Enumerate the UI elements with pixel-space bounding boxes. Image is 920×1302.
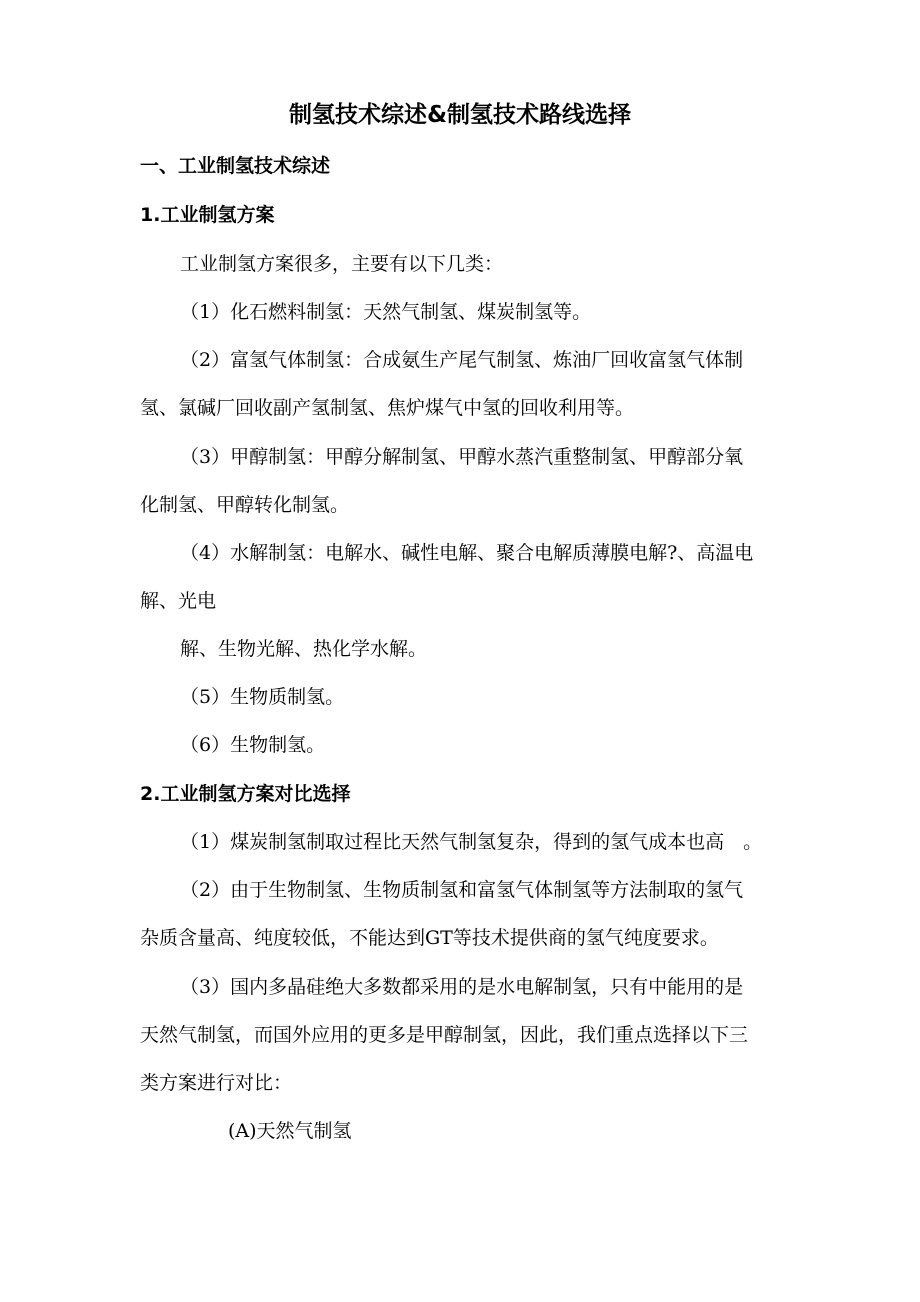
- list-item-hydrogen-rich-gas-line1: （2）富氢气体制氢：合成氨生产尾气制氢、炼油厂回收富氢气体制: [180, 349, 744, 371]
- comparison-item-coal: （1）煤炭制氢制取过程比天然气制氢复杂，得到的氢气成本也高 。: [180, 831, 763, 853]
- list-item-methanol-line2: 化制氢、甲醇转化制氢。: [140, 494, 350, 516]
- list-item-hydrogen-rich-gas-line2: 氢、氯碱厂回收副产氢制氢、焦炉煤气中氢的回收利用等。: [140, 397, 635, 419]
- comparison-item-impurity-line2: 杂质含量高、纯度较低，不能达到GT等技术提供商的氢气纯度要求。: [140, 927, 719, 949]
- paragraph-intro: 工业制氢方案很多，主要有以下几类：: [180, 253, 504, 275]
- list-item-methanol-line1: （3）甲醇制氢：甲醇分解制氢、甲醇水蒸汽重整制氢、甲醇部分氧: [180, 446, 744, 468]
- comparison-item-domestic-line2: 天然气制氢，而国外应用的更多是甲醇制氢，因此，我们重点选择以下三: [140, 1024, 749, 1046]
- list-item-water-electrolysis-line2: 解、光电: [140, 590, 217, 612]
- list-item-fossil-fuel: （1）化石燃料制氢：天然气制氢、煤炭制氢等。: [180, 301, 592, 323]
- subsection-heading-scheme-comparison: 2.工业制氢方案对比选择: [140, 783, 351, 805]
- list-item-water-electrolysis-line3: 解、生物光解、热化学水解。: [180, 638, 428, 660]
- section-heading-industrial-hydrogen: 一、工业制氢技术综述: [140, 155, 331, 177]
- document-title: 制氢技术综述&制氢技术路线选择: [288, 102, 632, 128]
- comparison-item-domestic-line1: （3）国内多晶硅绝大多数都采用的是水电解制氢，只有中能用的是: [180, 976, 744, 998]
- list-item-water-electrolysis-line1: （4）水解制氢：电解水、碱性电解、聚合电解质薄膜电解?、高温电: [180, 542, 754, 564]
- list-item-biomass: （5）生物质制氢。: [180, 686, 345, 708]
- subsection-heading-hydrogen-schemes: 1.工业制氢方案: [140, 204, 275, 226]
- list-item-biological: （6）生物制氢。: [180, 734, 326, 756]
- comparison-item-impurity-line1: （2）由于生物制氢、生物质制氢和富氢气体制氢等方法制取的氢气: [180, 879, 744, 901]
- comparison-item-domestic-line3: 类方案进行对比：: [140, 1072, 293, 1094]
- option-a-natural-gas: (A)天然气制氢: [228, 1120, 352, 1142]
